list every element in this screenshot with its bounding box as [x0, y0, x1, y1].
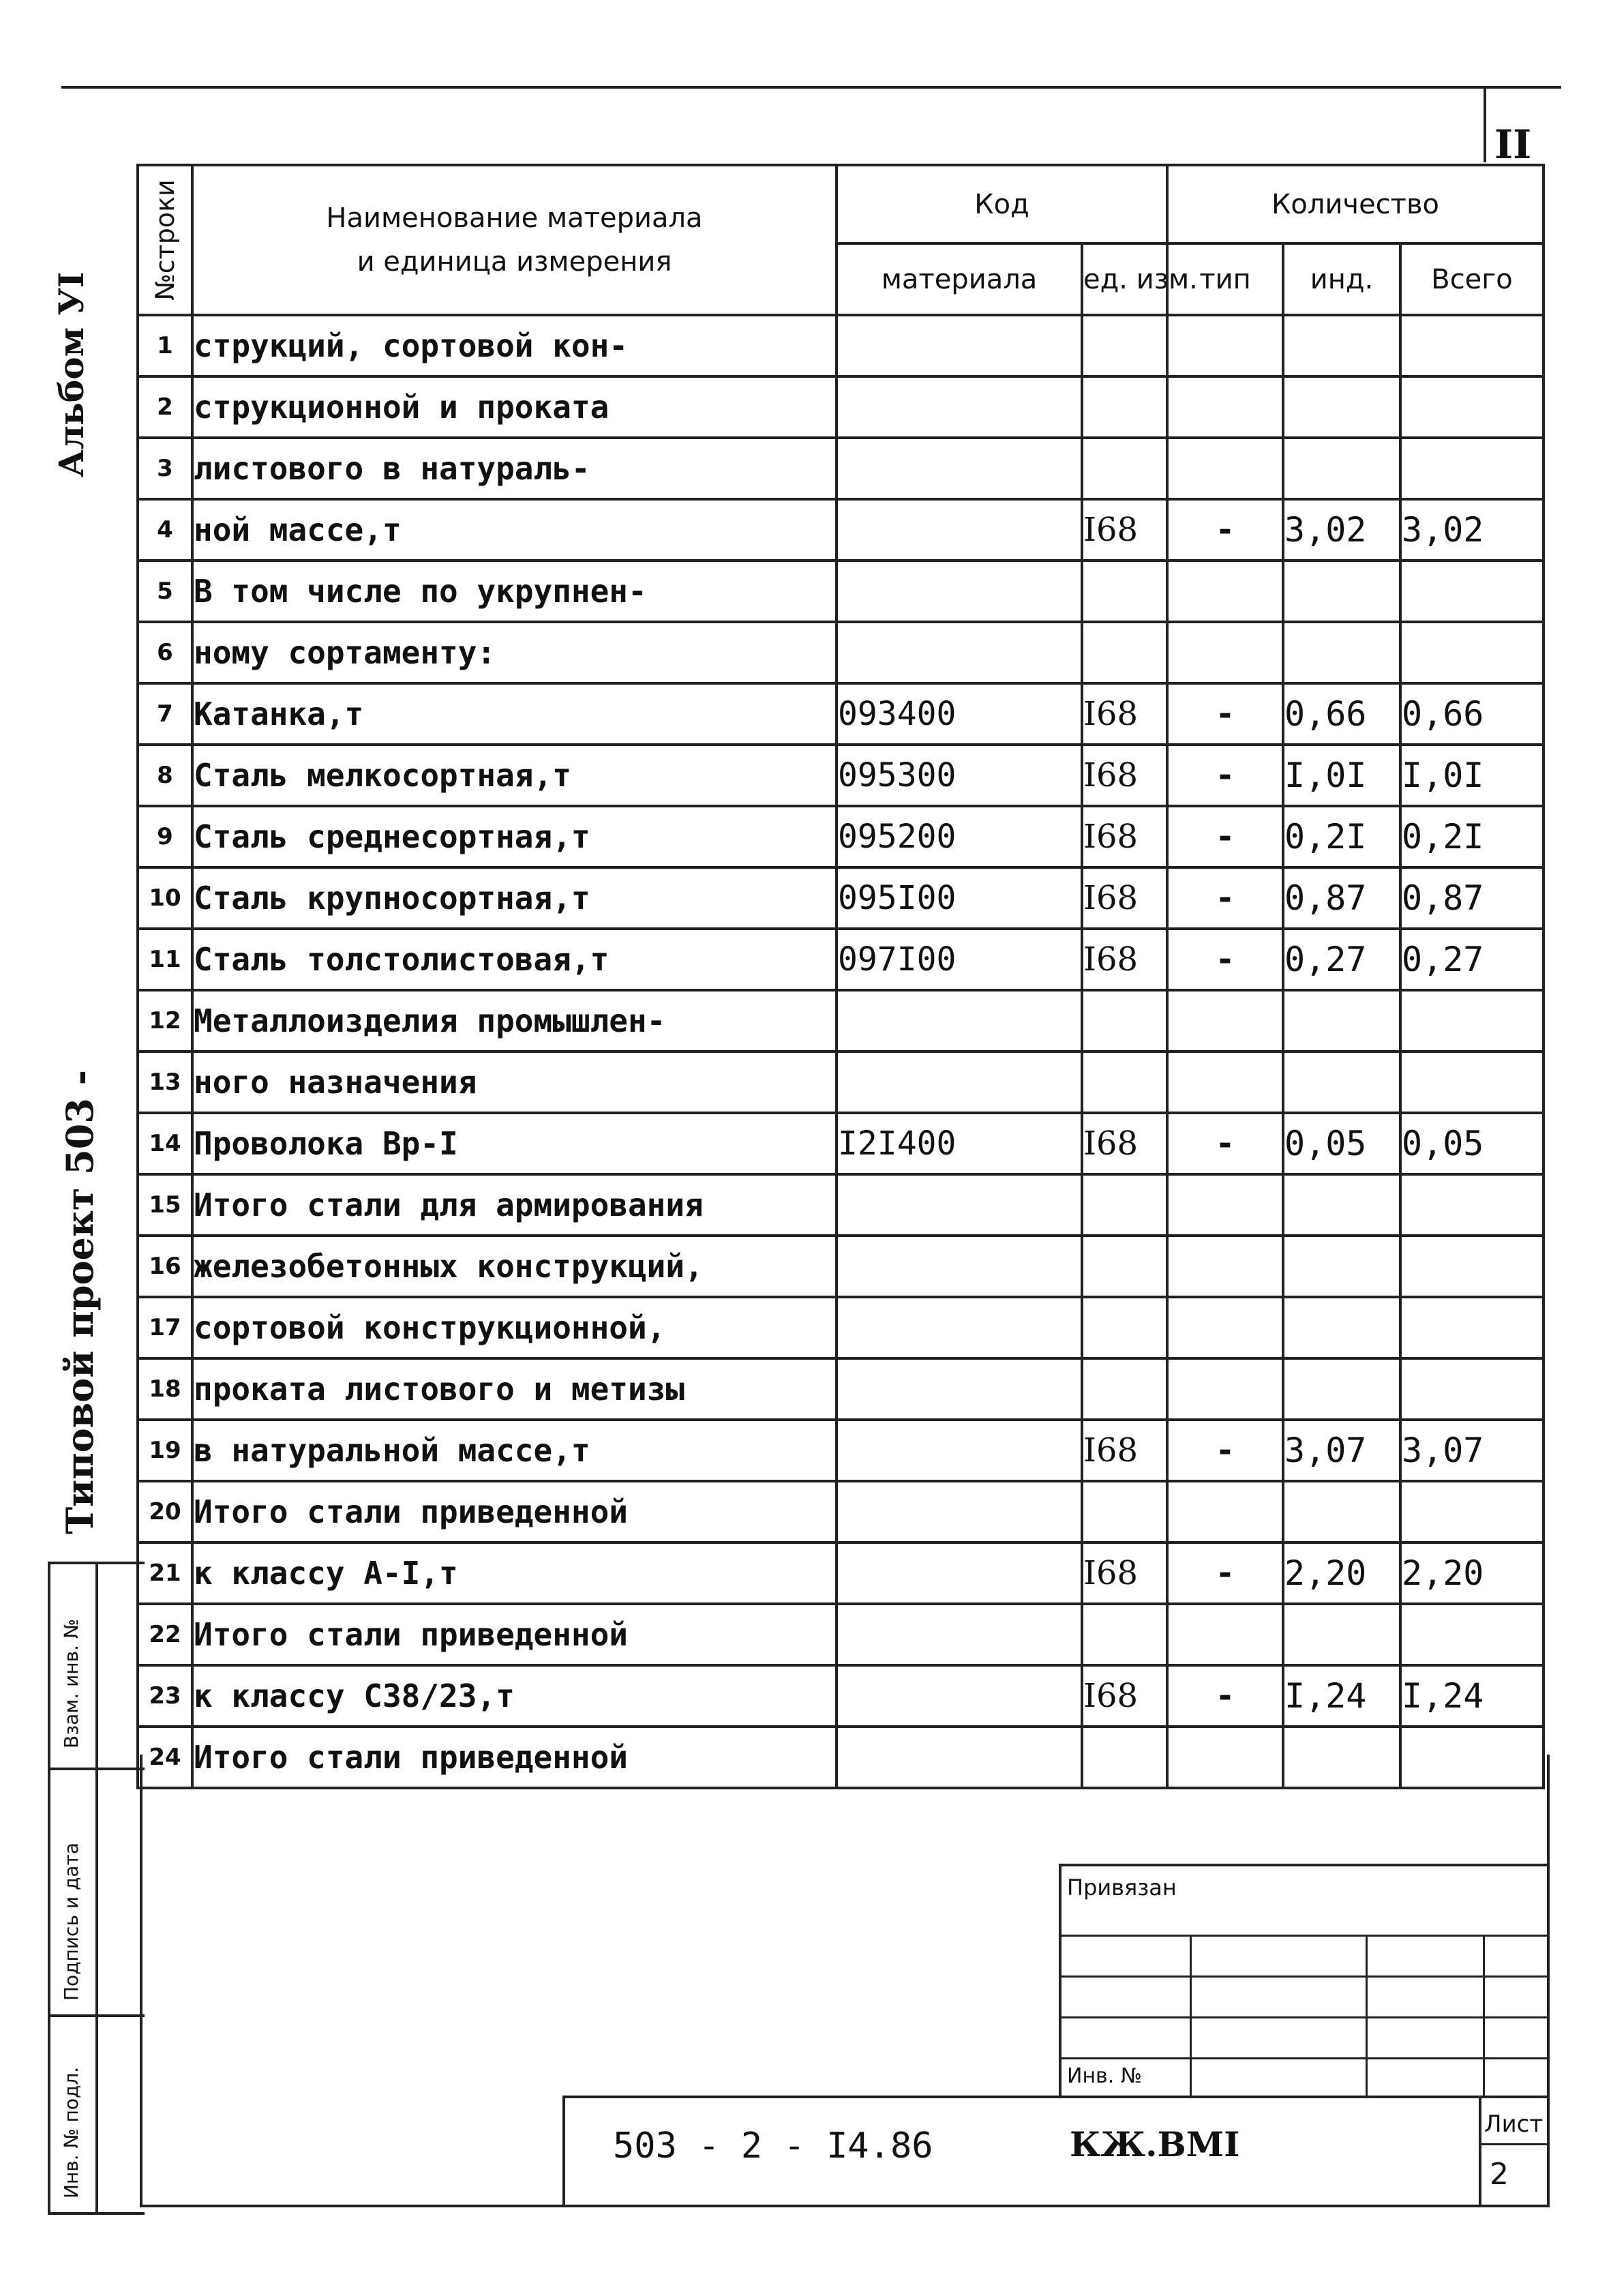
- row-total: 0,27: [1400, 929, 1544, 990]
- row-type: [1167, 561, 1283, 622]
- row-type: [1167, 1236, 1283, 1297]
- row-number: 15: [138, 1174, 192, 1236]
- sheet-rule: [1479, 2143, 1547, 2145]
- row-name: Сталь среднесортная,т: [192, 806, 837, 867]
- table-row: [138, 1604, 1544, 1665]
- row-number: 13: [138, 1052, 192, 1113]
- row-type: [1167, 315, 1283, 376]
- row-code: [837, 1174, 1082, 1236]
- row-type: -: [1167, 1113, 1283, 1174]
- sheet-divider: [1479, 2098, 1481, 2207]
- header-quantity: Количество: [1167, 165, 1544, 243]
- table-row: [138, 1236, 1544, 1297]
- row-name: листового в натураль-: [192, 438, 837, 499]
- row-total: 3,07: [1400, 1420, 1544, 1481]
- table-row: [138, 867, 1544, 929]
- row-unit: I68: [1082, 806, 1167, 867]
- row-ind: 3,07: [1283, 1420, 1400, 1481]
- row-code: [837, 315, 1082, 376]
- row-code: 095200: [837, 806, 1082, 867]
- header-code-unit: ед. изм.: [1082, 243, 1167, 315]
- table-row: [138, 1052, 1544, 1113]
- header-qty-ind: инд.: [1283, 243, 1400, 315]
- row-code: [837, 1604, 1082, 1665]
- materials-table: [136, 164, 1545, 1789]
- row-type: -: [1167, 1665, 1283, 1727]
- row-name: к классу С38/23,т: [192, 1665, 837, 1727]
- row-name: Итого стали приведенной: [192, 1481, 837, 1542]
- row-unit: I68: [1082, 1665, 1167, 1727]
- row-code: I2I400: [837, 1113, 1082, 1174]
- row-type: [1167, 622, 1283, 683]
- table-row: [138, 315, 1544, 376]
- header-code: Код: [837, 165, 1167, 243]
- side-stamp: [48, 1562, 145, 2215]
- row-type: [1167, 376, 1283, 438]
- row-ind: [1283, 990, 1400, 1052]
- row-name: ной массе,т: [192, 499, 837, 561]
- row-name: ного назначения: [192, 1052, 837, 1113]
- row-type: -: [1167, 867, 1283, 929]
- table-row: [138, 683, 1544, 745]
- header-qty-type: тип: [1167, 243, 1283, 315]
- row-name: Сталь толстолистовая,т: [192, 929, 837, 990]
- row-total: [1400, 1481, 1544, 1542]
- header-name: Наименование материала и единица измерения: [192, 165, 837, 315]
- table-row: [138, 1420, 1544, 1481]
- row-type: [1167, 1604, 1283, 1665]
- table-row: [138, 1297, 1544, 1358]
- side-stamp-divider: [50, 2014, 145, 2017]
- row-code: 097I00: [837, 929, 1082, 990]
- row-unit: [1082, 376, 1167, 438]
- binding-box: [1059, 1864, 1547, 2098]
- row-ind: [1283, 1358, 1400, 1420]
- table-row: [138, 438, 1544, 499]
- row-name: Сталь мелкосортная,т: [192, 745, 837, 806]
- row-code: [837, 1542, 1082, 1604]
- row-number: 5: [138, 561, 192, 622]
- binding-col: [1190, 1935, 1192, 2098]
- row-total: 0,05: [1400, 1113, 1544, 1174]
- row-ind: 2,20: [1283, 1542, 1400, 1604]
- table-row: [138, 1358, 1544, 1420]
- row-name: железобетонных конструкций,: [192, 1236, 837, 1297]
- row-total: [1400, 1297, 1544, 1358]
- row-number: 22: [138, 1604, 192, 1665]
- row-number: 10: [138, 867, 192, 929]
- row-ind: [1283, 1052, 1400, 1113]
- row-ind: [1283, 561, 1400, 622]
- row-code: [837, 1297, 1082, 1358]
- title-block: [562, 2096, 1547, 2207]
- row-number: 2: [138, 376, 192, 438]
- row-name: ному сортаменту:: [192, 622, 837, 683]
- row-total: 0,66: [1400, 683, 1544, 745]
- stamp-inv-label: Инв. № подл.: [60, 2066, 82, 2198]
- row-code: [837, 1420, 1082, 1481]
- row-total: 0,2I: [1400, 806, 1544, 867]
- table-row: [138, 499, 1544, 561]
- row-total: [1400, 1052, 1544, 1113]
- table-row: [138, 806, 1544, 867]
- row-unit: I68: [1082, 1542, 1167, 1604]
- row-number: 21: [138, 1542, 192, 1604]
- row-type: -: [1167, 745, 1283, 806]
- row-name: Проволока Вр-I: [192, 1113, 837, 1174]
- row-total: 0,87: [1400, 867, 1544, 929]
- row-type: [1167, 1297, 1283, 1358]
- row-ind: [1283, 622, 1400, 683]
- row-total: I,24: [1400, 1665, 1544, 1727]
- row-ind: 0,66: [1283, 683, 1400, 745]
- binding-rule: [1062, 1935, 1547, 1937]
- row-number: 7: [138, 683, 192, 745]
- binding-col: [1366, 1935, 1368, 2098]
- row-unit: I68: [1082, 745, 1167, 806]
- header-code-material: материала: [837, 243, 1082, 315]
- binding-rule: [1062, 1976, 1547, 1978]
- row-unit: I68: [1082, 1420, 1167, 1481]
- table-row: [138, 745, 1544, 806]
- row-total: [1400, 1174, 1544, 1236]
- side-stamp-vline: [95, 1564, 98, 2212]
- table-row: [138, 1113, 1544, 1174]
- row-unit: [1082, 1236, 1167, 1297]
- row-total: 3,02: [1400, 499, 1544, 561]
- row-number: 19: [138, 1420, 192, 1481]
- row-code: [837, 990, 1082, 1052]
- row-type: -: [1167, 683, 1283, 745]
- table-row: [138, 622, 1544, 683]
- row-number: 6: [138, 622, 192, 683]
- row-ind: I,0I: [1283, 745, 1400, 806]
- row-name: струкций, сортовой кон-: [192, 315, 837, 376]
- row-name: к классу А-I,т: [192, 1542, 837, 1604]
- row-name: Катанка,т: [192, 683, 837, 745]
- row-ind: 0,27: [1283, 929, 1400, 990]
- document-number: 503 - 2 - I4.86: [613, 2126, 933, 2166]
- row-unit: [1082, 1358, 1167, 1420]
- table-row: [138, 990, 1544, 1052]
- binding-rule: [1062, 2057, 1547, 2059]
- row-total: I,0I: [1400, 745, 1544, 806]
- row-code: 095I00: [837, 867, 1082, 929]
- row-code: [837, 622, 1082, 683]
- row-total: 2,20: [1400, 1542, 1544, 1604]
- stamp-podpis-label: Подпись и дата: [60, 1843, 82, 2001]
- row-unit: [1082, 1052, 1167, 1113]
- row-type: [1167, 1052, 1283, 1113]
- row-type: [1167, 1481, 1283, 1542]
- row-unit: I68: [1082, 867, 1167, 929]
- row-ind: 0,05: [1283, 1113, 1400, 1174]
- row-type: -: [1167, 499, 1283, 561]
- row-number: 9: [138, 806, 192, 867]
- table-row: [138, 376, 1544, 438]
- row-code: [837, 1052, 1082, 1113]
- row-number: 18: [138, 1358, 192, 1420]
- row-unit: [1082, 1604, 1167, 1665]
- row-code: 093400: [837, 683, 1082, 745]
- table-row: [138, 1665, 1544, 1727]
- row-number: 3: [138, 438, 192, 499]
- row-unit: I68: [1082, 683, 1167, 745]
- table-row: [138, 1542, 1544, 1604]
- row-name: струкционной и проката: [192, 376, 837, 438]
- row-unit: [1082, 990, 1167, 1052]
- row-total: [1400, 376, 1544, 438]
- row-name: сортовой конструкционной,: [192, 1297, 837, 1358]
- row-unit: [1082, 1297, 1167, 1358]
- side-stamp-divider: [50, 1768, 145, 1770]
- bound-label: Привязан: [1067, 1875, 1177, 1900]
- row-total: [1400, 1236, 1544, 1297]
- row-ind: 0,87: [1283, 867, 1400, 929]
- row-unit: I68: [1082, 499, 1167, 561]
- row-total: [1400, 1604, 1544, 1665]
- sheet-number: 2: [1490, 2157, 1509, 2192]
- row-ind: [1283, 1481, 1400, 1542]
- row-type: [1167, 1358, 1283, 1420]
- album-label: Альбом УI: [51, 271, 91, 477]
- row-number: 20: [138, 1481, 192, 1542]
- row-name: Итого стали для армирования: [192, 1174, 837, 1236]
- row-number: 4: [138, 499, 192, 561]
- row-unit: I68: [1082, 1113, 1167, 1174]
- row-type: [1167, 438, 1283, 499]
- row-type: -: [1167, 1542, 1283, 1604]
- row-type: -: [1167, 929, 1283, 990]
- row-number: 17: [138, 1297, 192, 1358]
- row-code: [837, 499, 1082, 561]
- row-type: [1167, 1174, 1283, 1236]
- table-row: [138, 1481, 1544, 1542]
- row-ind: [1283, 1236, 1400, 1297]
- row-name: в натуральной массе,т: [192, 1420, 837, 1481]
- row-number: 1: [138, 315, 192, 376]
- row-code: [837, 1481, 1082, 1542]
- row-name: Сталь крупносортная,т: [192, 867, 837, 929]
- row-unit: I68: [1082, 929, 1167, 990]
- table-row: [138, 929, 1544, 990]
- row-number: 16: [138, 1236, 192, 1297]
- header-qty-total: Всего: [1400, 243, 1544, 315]
- row-code: [837, 376, 1082, 438]
- row-code: [837, 438, 1082, 499]
- row-number: 24: [138, 1727, 192, 1788]
- top-rule: [61, 86, 1561, 89]
- binding-rule: [1062, 2016, 1547, 2018]
- row-unit: [1082, 1174, 1167, 1236]
- row-unit: [1082, 315, 1167, 376]
- row-total: [1400, 561, 1544, 622]
- row-code: 095300: [837, 745, 1082, 806]
- binding-col: [1483, 1935, 1485, 2098]
- row-code: [837, 1665, 1082, 1727]
- row-ind: 3,02: [1283, 499, 1400, 561]
- row-total: [1400, 315, 1544, 376]
- row-name: Итого стали приведенной: [192, 1604, 837, 1665]
- table-row: [138, 1174, 1544, 1236]
- row-ind: [1283, 1297, 1400, 1358]
- row-total: [1400, 438, 1544, 499]
- row-ind: [1283, 438, 1400, 499]
- row-unit: [1082, 438, 1167, 499]
- row-name: В том числе по укрупнен-: [192, 561, 837, 622]
- row-total: [1400, 622, 1544, 683]
- row-ind: I,24: [1283, 1665, 1400, 1727]
- sheet-label: Лист: [1484, 2111, 1544, 2138]
- row-ind: [1283, 1174, 1400, 1236]
- project-label: Типовой проект 503 -: [58, 1069, 102, 1534]
- row-code: [837, 1358, 1082, 1420]
- row-ind: [1283, 315, 1400, 376]
- row-type: -: [1167, 1420, 1283, 1481]
- row-ind: [1283, 376, 1400, 438]
- document-mark: КЖ.ВМI: [1070, 2124, 1240, 2164]
- row-number: 12: [138, 990, 192, 1052]
- row-number: 14: [138, 1113, 192, 1174]
- row-ind: 0,2I: [1283, 806, 1400, 867]
- row-unit: [1082, 561, 1167, 622]
- row-total: [1400, 990, 1544, 1052]
- row-unit: [1082, 622, 1167, 683]
- row-code: [837, 561, 1082, 622]
- row-name: проката листового и метизы: [192, 1358, 837, 1420]
- row-total: [1400, 1358, 1544, 1420]
- row-code: [837, 1236, 1082, 1297]
- row-number: 23: [138, 1665, 192, 1727]
- table-row: [138, 561, 1544, 622]
- page-mark-divider: [1484, 87, 1486, 162]
- row-ind: [1283, 1604, 1400, 1665]
- header-rownum: №строки: [138, 165, 192, 315]
- page-number-top: II: [1494, 121, 1532, 168]
- row-name: Итого стали приведенной: [192, 1727, 837, 1788]
- row-type: -: [1167, 806, 1283, 867]
- row-number: 8: [138, 745, 192, 806]
- inv-label: Инв. №: [1067, 2064, 1143, 2088]
- row-unit: [1082, 1481, 1167, 1542]
- row-name: Металлоизделия промышлен-: [192, 990, 837, 1052]
- stamp-vzam-label: Взам. инв. №: [60, 1618, 82, 1748]
- row-number: 11: [138, 929, 192, 990]
- row-type: [1167, 990, 1283, 1052]
